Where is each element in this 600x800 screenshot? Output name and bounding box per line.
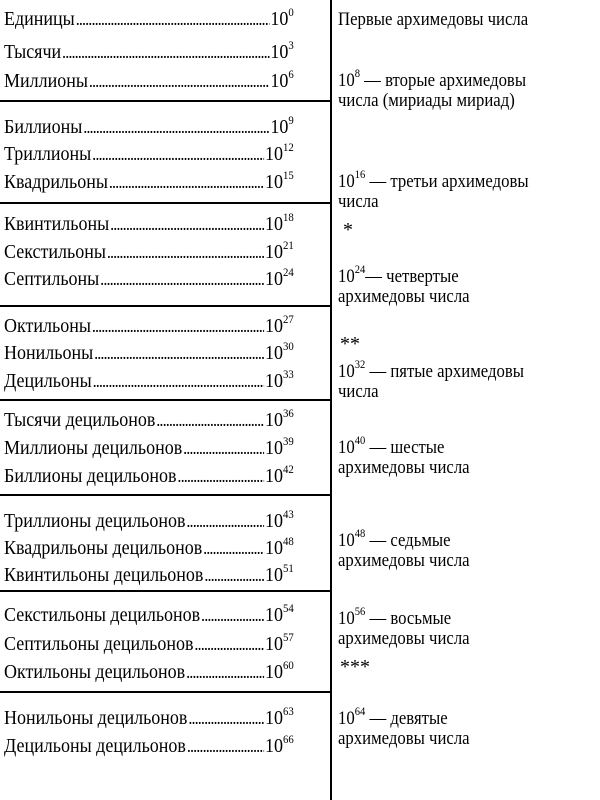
group-divider [0, 691, 330, 693]
note-line-1: $10^{56}$ — восьмые [338, 604, 452, 629]
power-value: $10^{43}$ [265, 507, 294, 532]
group-divider [0, 590, 330, 592]
leader-dots [204, 564, 264, 586]
group-divider [0, 399, 330, 401]
number-row [4, 112, 294, 138]
number-row [4, 533, 294, 559]
power-value: $10^{15}$ [265, 168, 294, 193]
number-row [4, 139, 294, 165]
number-row [4, 167, 294, 193]
power-value: $10^6$ [270, 67, 294, 92]
leader-dots [187, 735, 264, 757]
number-name: Октильоны децильонов [4, 661, 186, 683]
power-value: $10^{24}$ [265, 265, 294, 290]
leader-dots [92, 315, 264, 337]
number-name: Квадрильоны [4, 171, 108, 193]
leader-dots [89, 70, 270, 92]
number-row [4, 37, 294, 63]
note-line-2: архимедовы числа [338, 728, 470, 749]
archimedean-note [338, 704, 569, 749]
number-name: Биллионы децильонов [4, 465, 177, 487]
group-divider [0, 494, 330, 496]
note-line-2: архимедовы числа [338, 628, 470, 649]
archimedean-note [338, 526, 569, 571]
leader-dots [107, 241, 264, 263]
power-value: $10^{21}$ [265, 238, 294, 263]
number-name: Децильоны [4, 370, 92, 392]
note-line-1: $10^{64}$ — девятые [338, 704, 448, 729]
note-line-2: архимедовы числа [338, 550, 470, 571]
number-name: Квинтильоны [4, 213, 110, 235]
leader-dots [83, 116, 269, 138]
note-line-1: $10^8$ — вторые архимедовы [338, 66, 527, 91]
power-value: $10^3$ [270, 38, 294, 63]
number-row [4, 461, 294, 487]
group-divider [0, 100, 330, 102]
number-row [4, 433, 294, 459]
power-value: $10^{27}$ [265, 312, 294, 337]
note-line-1: $10^{48}$ — седьмые [338, 526, 451, 551]
group-divider [0, 305, 330, 307]
note-line-2: архимедовы числа [338, 286, 470, 307]
number-row [4, 657, 294, 683]
note-line-1: $10^{16}$ — третьи архимедовы [338, 167, 529, 192]
archimedean-note [338, 167, 569, 212]
power-value: $10^{54}$ [265, 601, 294, 626]
leader-dots [203, 537, 264, 559]
archimedean-note [338, 433, 569, 478]
power-value: $10^{51}$ [265, 561, 294, 586]
power-value: $10^{63}$ [265, 704, 294, 729]
number-row [4, 311, 294, 337]
note-line-1: $10^{32}$ — пятые архимедовы [338, 357, 525, 382]
number-name: Секстильоны [4, 241, 106, 263]
number-name: Триллионы децильонов [4, 510, 186, 532]
group-divider [0, 202, 330, 204]
power-value: $10^{33}$ [265, 367, 294, 392]
column-divider [330, 0, 332, 800]
number-row [4, 4, 294, 30]
number-name: Нонильоны [4, 342, 94, 364]
leader-dots [94, 342, 264, 364]
archimedean-note [338, 262, 569, 307]
leader-dots [156, 409, 264, 431]
power-value: $10^{36}$ [265, 406, 294, 431]
leader-dots [76, 8, 270, 30]
archimedean-note [338, 604, 569, 649]
number-name: Септильоны децильонов [4, 633, 194, 655]
footnote-mark: ** [340, 333, 360, 355]
leader-dots [62, 41, 269, 63]
power-value: $10^{39}$ [265, 434, 294, 459]
note-line-2: числа [338, 191, 379, 212]
number-row [4, 264, 294, 290]
number-row [4, 731, 294, 757]
number-name: Тысячи децильонов [4, 409, 156, 431]
note-line-2: числа (мириады мириад) [338, 90, 515, 111]
archimedean-note [338, 357, 569, 402]
power-value: $10^{18}$ [265, 210, 294, 235]
number-name: Квадрильоны децильонов [4, 537, 203, 559]
leader-dots [194, 633, 264, 655]
leader-dots [186, 510, 264, 532]
number-row [4, 703, 294, 729]
power-value: $10^{12}$ [265, 140, 294, 165]
power-value: $10^{42}$ [265, 462, 294, 487]
archimedean-note [338, 10, 569, 30]
number-name: Квинтильоны децильонов [4, 564, 204, 586]
leader-dots [201, 604, 264, 626]
number-name: Септильоны [4, 268, 100, 290]
number-row [4, 237, 294, 263]
note-line-1: $10^{24}—$ четвертые [338, 262, 459, 287]
power-value: $10^{30}$ [265, 339, 294, 364]
number-row [4, 66, 294, 92]
power-value: $10^0$ [270, 5, 294, 30]
number-name: Миллионы децильонов [4, 437, 183, 459]
leader-dots [110, 213, 264, 235]
power-value: $10^{48}$ [265, 534, 294, 559]
power-value: $10^{57}$ [265, 630, 294, 655]
number-row [4, 600, 294, 626]
number-row [4, 560, 294, 586]
leader-dots [186, 661, 264, 683]
number-row [4, 338, 294, 364]
number-row [4, 629, 294, 655]
leader-dots [183, 437, 264, 459]
note-line-2: числа [338, 381, 379, 402]
footnote-mark: * [343, 219, 353, 241]
leader-dots [92, 143, 264, 165]
number-name: Биллионы [4, 116, 83, 138]
note-line-1: $10^{40}$ — шестые [338, 433, 445, 458]
number-row [4, 209, 294, 235]
number-row [4, 366, 294, 392]
note-text: Первые архимедовы числа [338, 9, 529, 30]
archimedean-note [338, 66, 569, 111]
power-value: $10^{66}$ [265, 732, 294, 757]
number-row [4, 405, 294, 431]
number-name: Триллионы [4, 143, 92, 165]
footnote-mark: *** [340, 656, 370, 678]
number-name: Октильоны [4, 315, 91, 337]
number-name: Единицы [4, 8, 75, 30]
power-value: $10^{60}$ [265, 658, 294, 683]
power-value: $10^9$ [270, 113, 294, 138]
number-name: Децильоны децильонов [4, 735, 186, 757]
leader-dots [109, 171, 264, 193]
number-name: Секстильоны децильонов [4, 604, 201, 626]
note-line-2: архимедовы числа [338, 457, 470, 478]
leader-dots [93, 370, 265, 392]
leader-dots [188, 707, 264, 729]
number-row [4, 506, 294, 532]
leader-dots [177, 465, 264, 487]
number-name: Миллионы [4, 70, 88, 92]
number-name: Тысячи [4, 41, 62, 63]
leader-dots [100, 268, 264, 290]
number-name: Нонильоны децильонов [4, 707, 188, 729]
